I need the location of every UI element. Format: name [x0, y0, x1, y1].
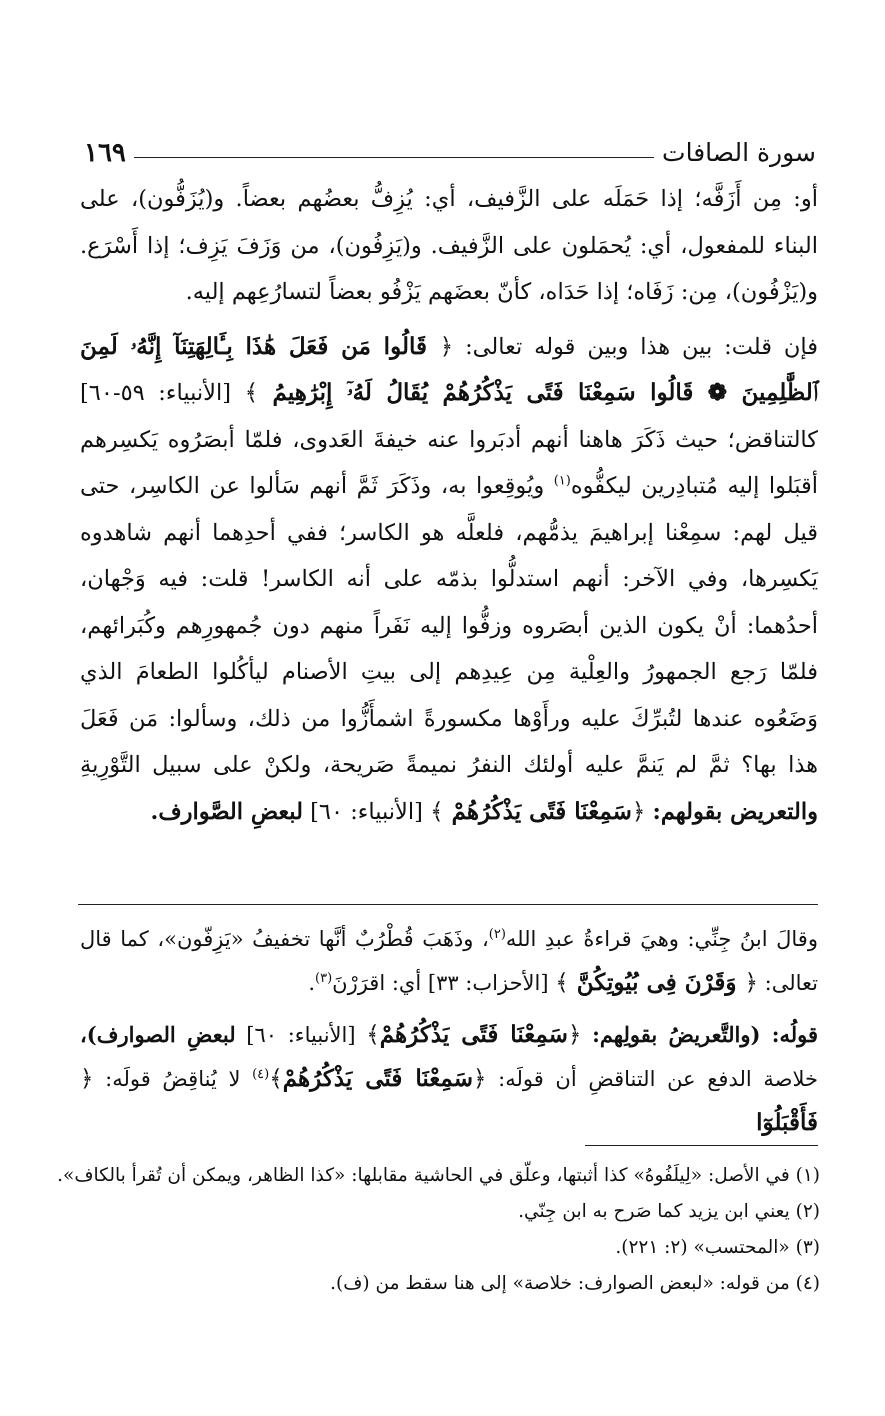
- paragraph-1: [80, 176, 818, 316]
- text-line: والعِلْية مِن عِيدِهم إلى بيتِ الأصنام ليأكُلوا الطعامَ الذي وَضَعُوه عندها لتُبرِّكَ: [80, 659, 819, 732]
- footnote-4: (٤) من قوله: «لبعض الصوارف: خلاصة» إلى هنا سقط من (ف).: [330, 1273, 820, 1294]
- bold-phrase: لبعضِ الصَّوارف.: [150, 798, 303, 825]
- quran-text: سَمِعْنَا فَتًى يَذْكُرُهُمْ: [282, 1065, 473, 1092]
- quran-quote: ﴿سَمِعْنَا فَتًى يَذْكُرُهُمْ ﴾: [430, 797, 646, 825]
- quran-quote: ﴿ فَأَقْبَلُوٓا: [80, 1066, 818, 1136]
- quran-bracket-open: ﴿: [439, 333, 454, 360]
- commentary-text: [80, 918, 818, 1145]
- bold-phrase: والتعريض بقولهم:: [652, 798, 818, 825]
- text-line: وقالَ ابنُ جِنِّي: وهيَ قراءةُ عبدِ الله: [505, 927, 818, 951]
- text-line: سمِعْنا إبراهيمَ يذمُّهم، فلعلَّه هو الكاسر؛ ففي أحدِهما أنهم شاهدوه يَكسِرها، وفي: [80, 519, 818, 592]
- commentary-paragraph-1: وقالَ ابنُ جِنِّي: وهيَ قراءةُ عبدِ الله$^{(٢)}$، وذَهَبَ قُطْرُبٌ أنَّها تخفيفُ «يَزِفّون»، كما قال تعالى: ﴿ وَقَرْنَ فِى بُيُوتِكُنَّ ﴾ [الأحزاب: ٣٣] أي: اقرَرْنَ$^{(٣)}$.: [80, 927, 818, 996]
- text-line: مُتبادِرين ليكفُّوه: [570, 473, 718, 499]
- commentary-divider: [78, 904, 818, 905]
- footnote-ref[interactable]: (٤): [252, 1067, 270, 1082]
- quran-text: سَمِعْنَا فَتًى يَذْكُرُهُمْ: [379, 1021, 568, 1048]
- header-rule: [134, 157, 654, 158]
- quran-text: فَأَقْبَلُوٓا: [756, 1109, 818, 1136]
- text-line: فإن قلت: بين هذا وبين قوله تعالى:: [465, 333, 819, 360]
- running-title: سورة الصافات: [662, 138, 816, 167]
- commentary-paragraph-2: [80, 1013, 818, 1145]
- bold-phrase: قولُه: (والتَّعريضُ بقولِهم:: [592, 1022, 818, 1047]
- quran-text: سَمِعْنَا فَتًى: [529, 797, 632, 825]
- text-line: و(يَزْفُون)، مِن: زَفَاه؛ إذا حَدَاه، كأنّ بعضَهم يَزْفُو بعضاً لتسارُعِهم إليه.: [185, 279, 818, 305]
- citation: [الأنبياء: ٦٠]: [246, 1023, 356, 1047]
- quran-text: ٱلظَّٰلِمِينَ ❁ قَالُوا سَمِعْنَا فَتًى يَذْكُرُهُمْ يُقَالُ لَهُۥٓ إِبْرَٰهِيمُ: [272, 379, 818, 406]
- quran-text: قَالُوا مَن فَعَلَ هَٰذَا بِـَٔالِهَتِنَآ إِنَّهُۥ لَمِنَ: [80, 332, 427, 360]
- footnote-1: (١) في الأصل: «لِيلَفُوهُ» كذا أثبتها، وعلّق في الحاشية مقابلها: «كذا الظاهر، ويمكن أن تُقرأ بالكاف».: [57, 1165, 820, 1186]
- quran-text: وَقَرْنَ فِى بُيُوتِكُنَّ: [576, 969, 737, 996]
- citation: [الأحزاب: ٣٣] أي: اقرَرْنَ: [332, 971, 549, 995]
- text-line: ، وذَهَبَ قُطْرُبٌ أنَّها تخفيفُ «يَزِفّون»، كما قال: [80, 927, 489, 951]
- footnotes: [57, 1158, 820, 1302]
- text-line: للمفعول، أي: يُحمَلون على الزَّفيف. و(يَزِفُون)، من وَزَفَ يَزِف؛ إذا أَسْرَع.: [80, 232, 765, 259]
- citation: [الأنبياء: ٥٩-٦٠] كالتناقض؛: [80, 380, 819, 453]
- footnote-2: (٢) يعني ابن يزيد كما صَرح به ابن جِنّي.: [518, 1201, 820, 1222]
- main-text: [80, 176, 818, 835]
- text-line: أولئك النفرُ نميمةً صَريحة، ولكنْ على سبيل التَّوْرِيةِ: [80, 752, 574, 778]
- quran-quote: ﴿ وَقَرْنَ فِى بُيُوتِكُنَّ ﴾: [555, 969, 758, 996]
- text-line: خلاصة الدفع عن التناقضِ أن قولَه:: [498, 1067, 818, 1091]
- quran-quote: ﴿سَمِعْنَا فَتًى يَذْكُرُهُمْ﴾: [269, 1065, 487, 1092]
- text-line: الآخر: أنهم استدلُّوا بذمّه على أنه الكاسر! قلت: فيه وَجْهان، أحدُهما: أنْ يكون: [80, 566, 818, 639]
- page-number: ١٦٩: [84, 138, 126, 168]
- text-line: عليه ورأَوْها مكسورةً اشمأَزُّوا من ذلك، وسألوا: مَن فَعَلَ هذا بها؟ ثمَّ لم يَنمَّ عليه: [80, 705, 819, 778]
- footnote-divider: [585, 1145, 818, 1146]
- quran-text: يَذْكُرُهُمْ: [451, 797, 522, 825]
- citation: [الأنبياء: ٦٠]: [310, 798, 423, 825]
- quran-quote: ﴿سَمِعْنَا فَتًى يَذْكُرُهُمْ﴾: [366, 1021, 582, 1048]
- text-line: تعالى:: [764, 971, 818, 995]
- running-header: [84, 128, 816, 168]
- footnote-ref[interactable]: (٢): [488, 927, 506, 942]
- text-line: حيث ذَكَرَ هاهنا أنهم أدبَروا عنه خيفةَ العَدوى، فلمّا أبصَرُوه يَكسِرهم أقبَلوا إليه: [80, 426, 819, 499]
- paragraph-2: [80, 324, 818, 836]
- text-line: ويُوقِعوا به، وذَكَرَ ثَمَّ أنهم سَألوا عن الكاسِر، حتى قيل لهم:: [80, 473, 818, 546]
- text-line: الذين أبصَروه وزفُّوا إليه نَفَراً منهم دون جُمهورِهم وكُبَرائهم، فلمّا رَجع الجمهورُ: [80, 612, 818, 685]
- text-line: أو: مِن أَزَفَّه؛ إذا حَمَلَه على الزَّفيف، أي: يُزِفُّ بعضُهم بعضاً. و(يُزَفُّون)، على البناء: [80, 186, 819, 259]
- bold-phrase: لبعضِ الصوارف)،: [80, 1022, 236, 1047]
- text-line: لا يُناقِضُ قولَه:: [105, 1067, 241, 1091]
- footnote-3: (٣) «المحتسب» (٢: ٢٢١).: [615, 1237, 820, 1258]
- footnote-ref[interactable]: (٣): [315, 971, 333, 986]
- footnote-ref[interactable]: (١): [553, 473, 571, 489]
- quran-bracket-close: ﴾: [244, 380, 259, 406]
